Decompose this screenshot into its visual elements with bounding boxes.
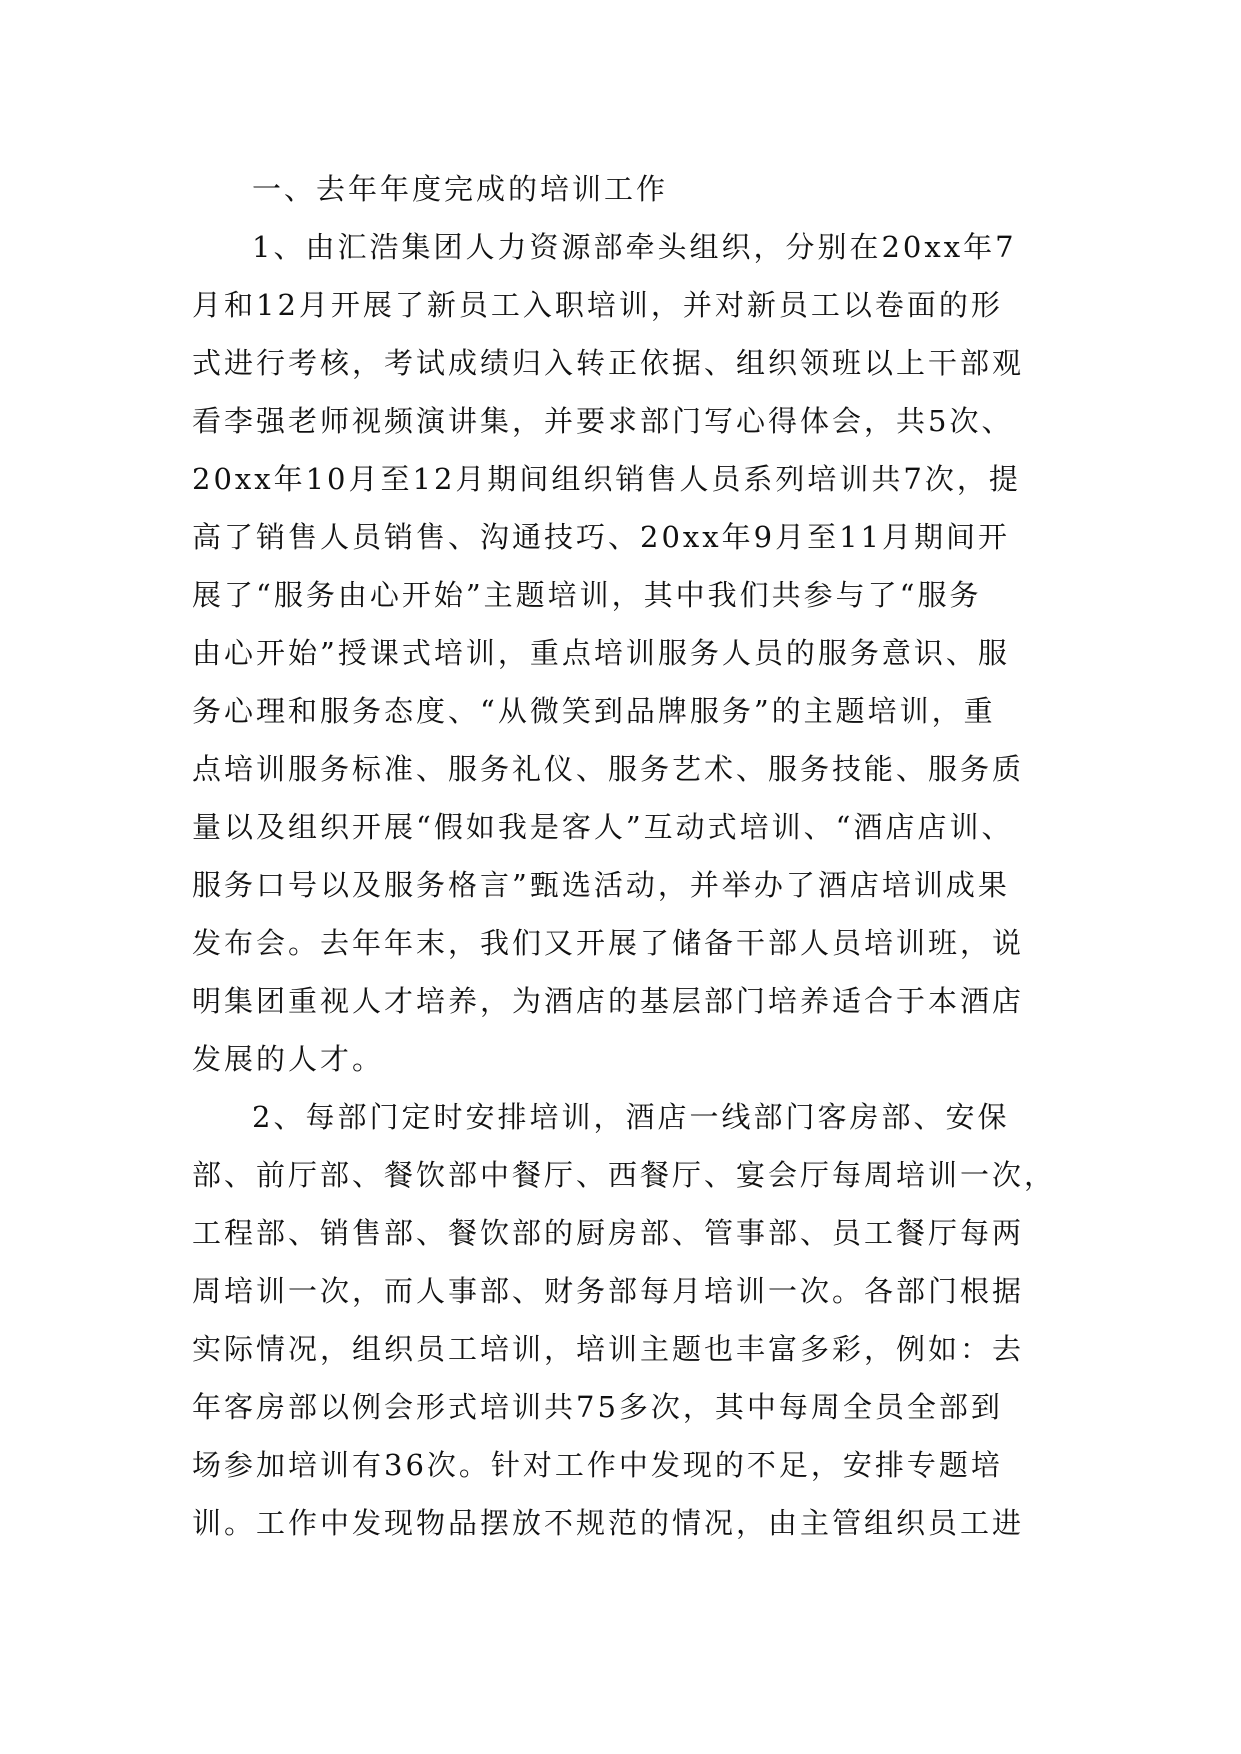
paragraph-1-line: 发展的人才。 (192, 1042, 385, 1076)
paragraph-1-line: 发布会。去年年末，我们又开展了储备干部人员培训班，说 (192, 926, 1025, 960)
paragraph-1-line: 明集团重视人才培养，为酒店的基层部门培养适合于本酒店 (192, 984, 1025, 1018)
paragraph-2-line: 周培训一次，而人事部、财务部每月培训一次。各部门根据 (192, 1274, 1025, 1308)
paragraph-1-line: 1、由汇浩集团人力资源部牵头组织，分别在20xx年7 (252, 230, 1017, 264)
paragraph-2-line: 实际情况，组织员工培训，培训主题也丰富多彩，例如：去 (192, 1332, 1025, 1366)
paragraph-1-line: 看李强老师视频演讲集，并要求部门写心得体会，共5次、 (192, 404, 1014, 438)
paragraph-1-line: 务心理和服务态度、“从微笑到品牌服务”的主题培训，重 (192, 694, 996, 728)
paragraph-1-line: 量以及组织开展“假如我是客人”互动式培训、“酒店店训、 (192, 810, 1014, 844)
paragraph-1-line: 高了销售人员销售、沟通技巧、20xx年9月至11月期间开 (192, 520, 1010, 554)
paragraph-2-line: 场参加培训有36次。针对工作中发现的不足，安排专题培 (192, 1448, 1003, 1482)
paragraph-1-line: 服务口号以及服务格言”甄选活动，并举办了酒店培训成果 (192, 868, 1010, 902)
paragraph-1-line: 式进行考核，考试成绩归入转正依据、组织领班以上干部观 (192, 346, 1025, 380)
paragraph-1-line: 由心开始”授课式培训，重点培训服务人员的服务意识、服 (192, 636, 1010, 670)
paragraph-1-line: 展了“服务由心开始”主题培训，其中我们共参与了“服务 (192, 578, 982, 612)
paragraph-2-line: 训。工作中发现物品摆放不规范的情况，由主管组织员工进 (192, 1506, 1025, 1540)
paragraph-1-line: 20xx年10月至12月期间组织销售人员系列培训共7次，提 (192, 462, 1021, 496)
document-body (192, 160, 1057, 1552)
paragraph-2-line: 工程部、销售部、餐饮部的厨房部、管事部、员工餐厅每两 (192, 1216, 1025, 1250)
paragraph-1-line: 点培训服务标准、服务礼仪、服务艺术、服务技能、服务质 (192, 752, 1025, 786)
paragraph-2-line: 2、每部门定时安排培训，酒店一线部门客房部、安保 (252, 1100, 1010, 1134)
paragraph-2-line: 部、前厅部、餐饮部中餐厅、西餐厅、宴会厅每周培训一次， (192, 1158, 1057, 1192)
section-heading: 一、去年年度完成的培训工作 (252, 172, 669, 206)
paragraph-1-line: 月和12月开展了新员工入职培训，并对新员工以卷面的形 (192, 288, 1003, 322)
paragraph-2-line: 年客房部以例会形式培训共75多次，其中每周全员全部到 (192, 1390, 1003, 1424)
